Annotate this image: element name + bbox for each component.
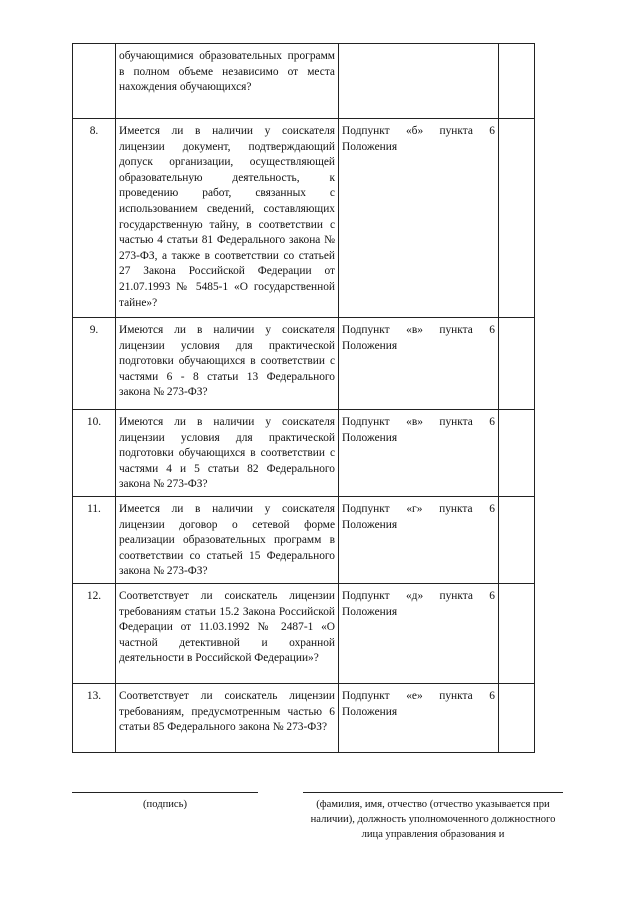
table-row [73, 496, 535, 583]
answer-cell[interactable] [499, 119, 535, 318]
checklist-table [72, 43, 535, 753]
row-number [73, 44, 116, 119]
answer-cell[interactable] [499, 44, 535, 119]
table-row [73, 119, 535, 318]
answer-cell[interactable] [499, 318, 535, 410]
answer-cell[interactable] [499, 410, 535, 497]
table-row [73, 410, 535, 497]
name-position-line [303, 792, 563, 793]
question-text: Соответствует ли соискатель лицензии требованиям статьи 15.2 Закона Российской Федерации от 11.03.1992 № 2487-1 «О частной детективной и охранной деятельности в Российской Федерации»? [116, 583, 339, 683]
legal-reference: Подпункт «е» пункта 6 Положения [339, 683, 499, 752]
question-text: Соответствует ли соискатель лицензии требованиям, предусмотренным частью 6 статьи 85 Федерального закона № 273-ФЗ? [116, 683, 339, 752]
answer-cell[interactable] [499, 496, 535, 583]
row-number: 10. [73, 410, 116, 497]
legal-reference: Подпункт «д» пункта 6 Положения [339, 583, 499, 683]
legal-reference: Подпункт «в» пункта 6 Положения [339, 410, 499, 497]
legal-reference [339, 44, 499, 119]
table-row [73, 683, 535, 752]
row-number: 9. [73, 318, 116, 410]
question-text: Имеются ли в наличии у соискателя лицензии условия для практической подготовки обучающихся в соответствии с частями 6 - 8 статьи 13 Федерального закона № 273-ФЗ? [116, 318, 339, 410]
name-position-caption: (фамилия, имя, отчество (отчество указывается при наличии), должность уполномоченного должностного лица управления образования и [310, 799, 556, 840]
question-text: Имеются ли в наличии у соискателя лицензии условия для практической подготовки обучающихся в соответствии с частями 4 и 5 статьи 82 Федерального закона № 273-ФЗ? [116, 410, 339, 497]
table-row [73, 44, 535, 119]
signature-line [72, 792, 258, 793]
row-number: 13. [73, 683, 116, 752]
question-text: Имеется ли в наличии у соискателя лицензии договор о сетевой форме реализации образовательных программ в соответствии со статьей 15 Федерального закона № 273-ФЗ? [116, 496, 339, 583]
row-number: 8. [73, 119, 116, 318]
question-text: Имеется ли в наличии у соискателя лицензии документ, подтверждающий допуск организации, осуществляющей образовательную деятельность, к проведению работ, связанных с использованием сведений, составляющих государственную тайну, в соответствии с частью 4 статьи 81 Федерального закона № 273-ФЗ, а также в соответствии со статьей 27 Закона Российской Федерации от 21.07.1993 № 5485-1 «О государственной тайне»? [116, 119, 339, 318]
signature-caption: (подпись) [143, 799, 187, 810]
answer-cell[interactable] [499, 583, 535, 683]
row-number: 12. [73, 583, 116, 683]
question-text: обучающимися образовательных программ в полном объеме независимо от места нахождения обучающихся? [116, 44, 339, 119]
legal-reference: Подпункт «в» пункта 6 Положения [339, 318, 499, 410]
legal-reference: Подпункт «б» пункта 6 Положения [339, 119, 499, 318]
legal-reference: Подпункт «г» пункта 6 Положения [339, 496, 499, 583]
table-row [73, 318, 535, 410]
answer-cell[interactable] [499, 683, 535, 752]
row-number: 11. [73, 496, 116, 583]
table-row [73, 583, 535, 683]
